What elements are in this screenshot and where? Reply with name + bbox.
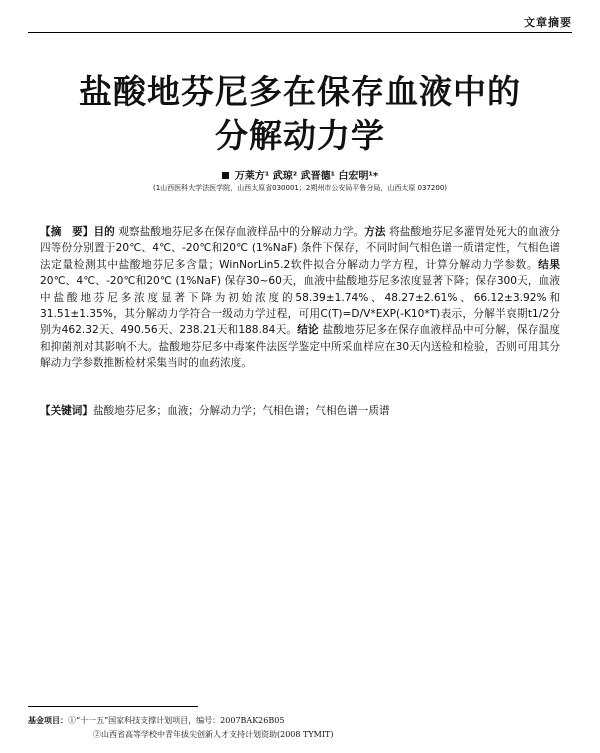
funding-line-2: ②山西省高等学校中青年拔尖创新人才支持计划资助(2008 TYMIT) [93, 730, 334, 739]
affiliations: (1山西医科大学法医学院，山西太原省030001；2朔州市公安局平鲁分局，山西太原 037200) [152, 184, 448, 192]
result-text: 20℃、4℃、-20℃和20℃ (1%NaF) 保存30~60天，血液中盐酸地芬尼多浓度显著下降；保存300天，血液中盐酸地芬尼多浓度显著下降为初始浓度的58.39±1.74%、48.27±2.61%、66.12±3.92%和31.51±1.35%，其分解动力学符合一级动力学过程，可用C(T)=D/V*EXP(-K10*T)表示，分解半衰期t1/2分别为462.32天、490.56天、238.21天和188.84天。 [40, 275, 560, 337]
funding-line-1: ①“十一五”国家科技支撑计划项目，编号：2007BAK26B05 [68, 716, 285, 725]
title-line-2: 分解动力学 [215, 116, 385, 155]
abstract-label: 【摘 要】 [40, 226, 94, 238]
funding-note [28, 713, 333, 742]
section-label: 文章摘要 [524, 16, 572, 29]
objective-label: 目的 [93, 226, 115, 238]
header-rule [28, 32, 572, 33]
funding-label: 基金项目： [28, 715, 68, 725]
keywords [40, 403, 560, 419]
square-bullet-icon [222, 172, 229, 179]
conclusion-text: 盐酸地芬尼多在保存血液样品中可分解，保存温度和抑菌剂对其影响不大。盐酸地芬尼多中毒案件法医学鉴定中所采血样应在30天内送检和检验，否则可用其分解动力学参数推断检材采集当时的血药浓度。 [40, 324, 561, 370]
title-line-1: 盐酸地芬尼多在保存血液中的 [79, 72, 521, 111]
footnote-rule [28, 706, 198, 707]
keywords-label: 【关键词】 [40, 405, 93, 417]
result-label: 结果 [538, 258, 560, 271]
author-names: 万莱方¹ 武琼² 武晋德¹ 白宏明¹* [234, 171, 379, 182]
authors [0, 167, 600, 182]
article-title [0, 70, 600, 158]
objective-text: 观察盐酸地芬尼多在保存血液样品中的分解动力学。 [118, 226, 365, 238]
conclusion-label: 结论 [297, 324, 319, 337]
method-label: 方法 [364, 226, 386, 238]
keywords-text: 盐酸地芬尼多；血液；分解动力学；气相色谱；气相色谱一质谱 [92, 405, 390, 417]
abstract [40, 224, 560, 372]
method-text: 将盐酸地芬尼多灌胃处死大的血液分四等份分别置于20℃、4℃、-20℃和20℃ (1%NaF) 条件下保存，不同时间气相色谱一质谱定性，气相色谱法定量检测其中盐酸地芬尼多含量；WinNorLin5.2软件拟合分解动力学方程，计算分解动力学参数。 [40, 226, 561, 271]
